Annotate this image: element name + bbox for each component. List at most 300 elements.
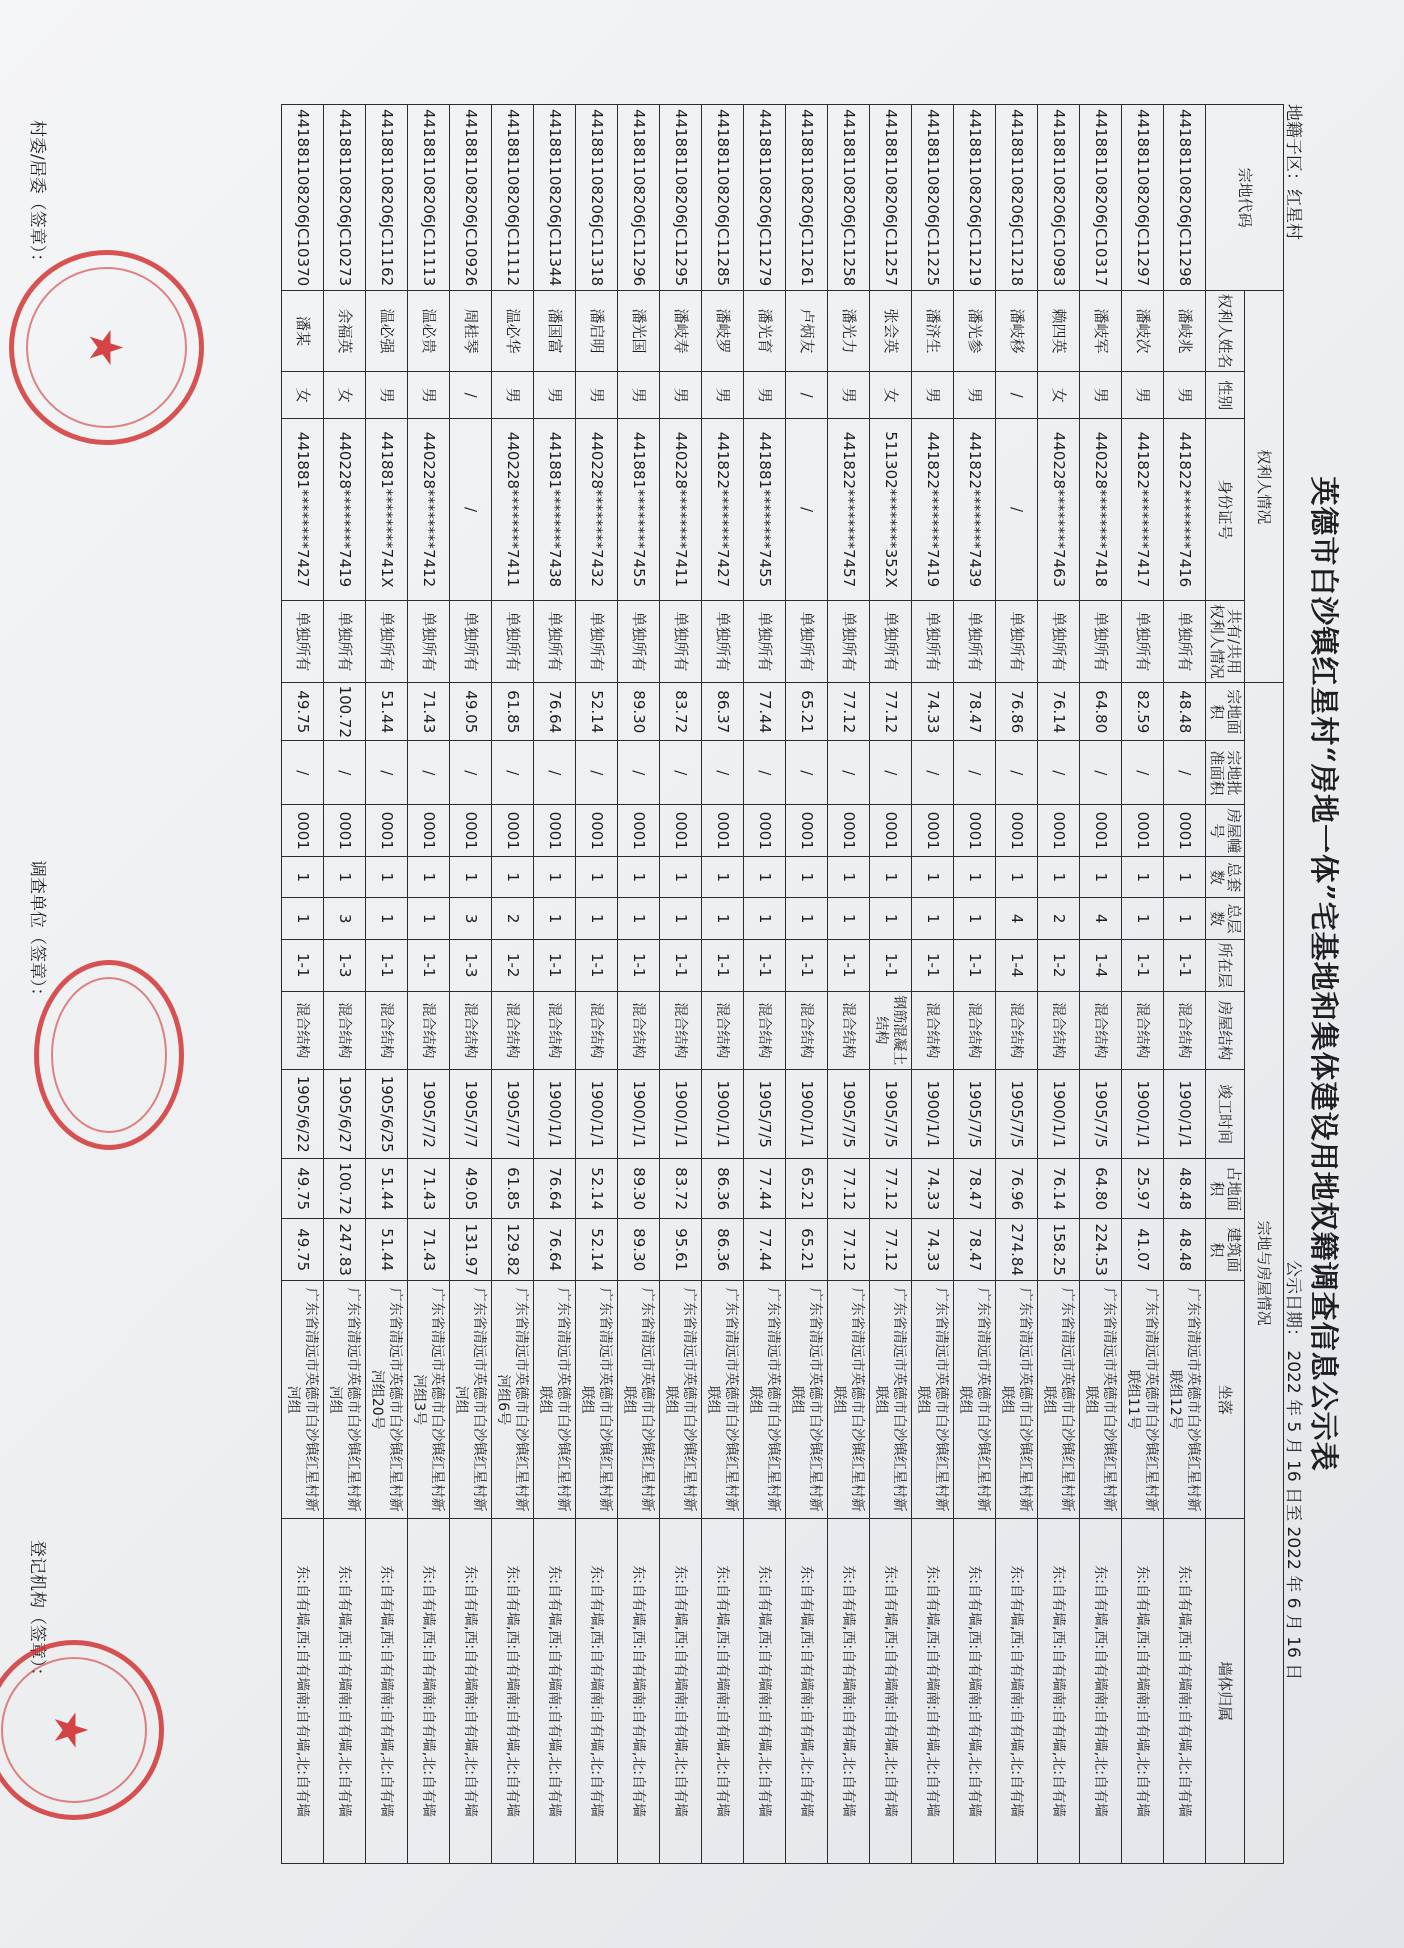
cell-building-area: 76.64: [534, 1219, 576, 1281]
cell-parcel-code: 441881108206JC11218: [996, 105, 1038, 291]
cell-id-number: /: [450, 419, 492, 600]
cell-approved-area: /: [576, 741, 618, 805]
cell-parcel-area: 77.12: [870, 683, 912, 741]
cell-house-no: 0001: [870, 805, 912, 857]
cell-total-floors: 1: [954, 898, 996, 939]
cell-land-area: 77.12: [828, 1159, 870, 1219]
cell-co-owner: 单独所有: [1080, 600, 1122, 683]
cell-parcel-code: 441881108206JC10370: [282, 105, 324, 291]
cell-completion: 1900/1/1: [1122, 1070, 1164, 1159]
cell-approved-area: /: [618, 741, 660, 805]
table-row: [786, 105, 828, 1864]
cell-parcel-area: 65.21: [786, 683, 828, 741]
star-icon: ★: [78, 326, 133, 369]
cell-owner-name: 潘岐罗: [702, 291, 744, 372]
cell-co-owner: 单独所有: [786, 600, 828, 683]
cell-id-number: /: [786, 419, 828, 600]
cell-location: 广东省清远市英德市白沙镇红星村新联组: [1080, 1281, 1122, 1519]
table-body: [282, 105, 1206, 1864]
cell-owner-name: 温必强: [366, 291, 408, 372]
cell-gender: 男: [576, 371, 618, 419]
cell-total-floors: 1: [1122, 898, 1164, 939]
cell-owner-name: 周桂琴: [450, 291, 492, 372]
cell-floor: 1-1: [534, 939, 576, 991]
table-row: [408, 105, 450, 1864]
cell-building-area: 52.14: [576, 1219, 618, 1281]
cell-completion: 1900/1/1: [618, 1070, 660, 1159]
cell-structure: 混合结构: [786, 991, 828, 1070]
cell-parcel-code: 441881108206JC11219: [954, 105, 996, 291]
cell-building-area: 224.53: [1080, 1219, 1122, 1281]
cell-location: 广东省清远市英德市白沙镇红星村新联组: [828, 1281, 870, 1519]
table-row: [282, 105, 324, 1864]
cell-id-number: /: [996, 419, 1038, 600]
cell-location: 广东省清远市英德市白沙镇红星村新河组: [324, 1281, 366, 1519]
cadastral-district: 地籍子区：红星村: [1283, 104, 1303, 240]
publication-date: 公示日期： 2022 年 5 月 16 日至 2022 年 6 月 16 日: [1283, 1260, 1303, 1681]
cell-approved-area: /: [450, 741, 492, 805]
cell-id-number: 511302********352X: [870, 419, 912, 600]
cell-completion: 1905/7/7: [492, 1070, 534, 1159]
cell-building-area: 77.12: [870, 1219, 912, 1281]
cell-approved-area: /: [324, 741, 366, 805]
cell-parcel-code: 441881108206JC10983: [1038, 105, 1080, 291]
cell-gender: 男: [1122, 371, 1164, 419]
cell-parcel-area: 86.37: [702, 683, 744, 741]
cell-owner-name: 余福英: [324, 291, 366, 372]
cell-wall: 东:自有墙,西:自有墙南:自有墙,北:自有墙: [450, 1519, 492, 1864]
cell-wall: 东:自有墙,西:自有墙南:自有墙,北:自有墙: [1080, 1519, 1122, 1864]
cell-parcel-code: 441881108206JC11296: [618, 105, 660, 291]
cell-house-no: 0001: [1038, 805, 1080, 857]
cell-land-area: 89.30: [618, 1159, 660, 1219]
cell-house-no: 0001: [702, 805, 744, 857]
cell-co-owner: 单独所有: [366, 600, 408, 683]
header-land-group: 宗地与房屋情况: [1245, 683, 1284, 1864]
cell-building-area: 48.48: [1164, 1219, 1206, 1281]
cell-parcel-area: 49.75: [282, 683, 324, 741]
cell-location: 广东省清远市英德市白沙镇红星村新河组: [450, 1281, 492, 1519]
table-row: [324, 105, 366, 1864]
cell-wall: 东:自有墙,西:自有墙南:自有墙,北:自有墙: [282, 1519, 324, 1864]
cell-owner-name: 赖四英: [1038, 291, 1080, 372]
cell-wall: 东:自有墙,西:自有墙南:自有墙,北:自有墙: [366, 1519, 408, 1864]
cell-wall: 东:自有墙,西:自有墙南:自有墙,北:自有墙: [786, 1519, 828, 1864]
cell-parcel-code: 441881108206JC11112: [492, 105, 534, 291]
cell-approved-area: /: [1080, 741, 1122, 805]
cell-gender: 男: [702, 371, 744, 419]
header-co-owner: 共有/共用权利人情况: [1206, 600, 1245, 683]
cell-location: 广东省清远市英德市白沙镇红星村新联组: [576, 1281, 618, 1519]
cell-structure: 混合结构: [366, 991, 408, 1070]
cell-parcel-area: 83.72: [660, 683, 702, 741]
cell-approved-area: /: [996, 741, 1038, 805]
cell-wall: 东:自有墙,西:自有墙南:自有墙,北:自有墙: [324, 1519, 366, 1864]
cell-gender: 男: [408, 371, 450, 419]
cell-completion: 1900/1/1: [702, 1070, 744, 1159]
cell-approved-area: /: [282, 741, 324, 805]
cell-house-no: 0001: [576, 805, 618, 857]
cell-location: 广东省清远市英德市白沙镇红星村新联组: [996, 1281, 1038, 1519]
cell-total-units: 1: [324, 857, 366, 898]
cell-total-floors: 1: [366, 898, 408, 939]
cell-land-area: 83.72: [660, 1159, 702, 1219]
cell-completion: 1905/7/5: [870, 1070, 912, 1159]
cell-total-floors: 1: [912, 898, 954, 939]
cell-parcel-area: 52.14: [576, 683, 618, 741]
header-wall: 墙体归属: [1206, 1519, 1245, 1864]
cell-wall: 东:自有墙,西:自有墙南:自有墙,北:自有墙: [996, 1519, 1038, 1864]
table-row: [618, 105, 660, 1864]
cell-owner-name: 潘启明: [576, 291, 618, 372]
cell-wall: 东:自有墙,西:自有墙南:自有墙,北:自有墙: [702, 1519, 744, 1864]
cell-id-number: 440228********7411: [492, 419, 534, 600]
cell-approved-area: /: [660, 741, 702, 805]
table-row: [492, 105, 534, 1864]
registry-seal: [0, 1640, 164, 1820]
header-total-units: 总套数: [1206, 857, 1245, 898]
cell-parcel-code: 441881108206JC11257: [870, 105, 912, 291]
cell-land-area: 48.48: [1164, 1159, 1206, 1219]
header-owner-name: 权利人姓名: [1206, 291, 1245, 372]
cell-land-area: 71.43: [408, 1159, 450, 1219]
cell-floor: 1-1: [282, 939, 324, 991]
cell-structure: 混合结构: [702, 991, 744, 1070]
cell-co-owner: 单独所有: [576, 600, 618, 683]
cell-id-number: 441822********7439: [954, 419, 996, 600]
cell-floor: 1-1: [912, 939, 954, 991]
cell-id-number: 441881********7455: [744, 419, 786, 600]
table-row: [660, 105, 702, 1864]
cell-wall: 东:自有墙,西:自有墙南:自有墙,北:自有墙: [534, 1519, 576, 1864]
cell-parcel-code: 441881108206JC11295: [660, 105, 702, 291]
cell-floor: 1-1: [828, 939, 870, 991]
cell-building-area: 51.44: [366, 1219, 408, 1281]
cell-total-units: 1: [786, 857, 828, 898]
cell-completion: 1905/6/22: [282, 1070, 324, 1159]
cell-approved-area: /: [828, 741, 870, 805]
cell-gender: 女: [1038, 371, 1080, 419]
cell-approved-area: /: [744, 741, 786, 805]
cell-id-number: 441881********741X: [366, 419, 408, 600]
cell-completion: 1905/7/5: [996, 1070, 1038, 1159]
cell-completion: 1905/6/25: [366, 1070, 408, 1159]
cell-location: 广东省清远市英德市白沙镇红星村新河组3号: [408, 1281, 450, 1519]
cell-parcel-code: 441881108206JC11279: [744, 105, 786, 291]
cell-building-area: 95.61: [660, 1219, 702, 1281]
cell-floor: 1-1: [1122, 939, 1164, 991]
cell-gender: 男: [366, 371, 408, 419]
cell-approved-area: /: [492, 741, 534, 805]
cell-co-owner: 单独所有: [408, 600, 450, 683]
cell-land-area: 78.47: [954, 1159, 996, 1219]
cell-house-no: 0001: [1080, 805, 1122, 857]
cell-total-units: 1: [576, 857, 618, 898]
cell-house-no: 0001: [828, 805, 870, 857]
cell-total-floors: 1: [534, 898, 576, 939]
cell-total-floors: 2: [1038, 898, 1080, 939]
cell-floor: 1-1: [744, 939, 786, 991]
cell-floor: 1-1: [1164, 939, 1206, 991]
cell-co-owner: 单独所有: [450, 600, 492, 683]
cell-approved-area: /: [1122, 741, 1164, 805]
cell-house-no: 0001: [618, 805, 660, 857]
cell-id-number: 440228********7411: [660, 419, 702, 600]
table-row: [534, 105, 576, 1864]
cell-structure: 混合结构: [282, 991, 324, 1070]
cell-land-area: 49.05: [450, 1159, 492, 1219]
cell-completion: 1900/1/1: [1164, 1070, 1206, 1159]
cell-wall: 东:自有墙,西:自有墙南:自有墙,北:自有墙: [408, 1519, 450, 1864]
cell-parcel-code: 441881108206JC11318: [576, 105, 618, 291]
cell-gender: /: [450, 371, 492, 419]
cell-parcel-code: 441881108206JC10926: [450, 105, 492, 291]
cell-id-number: 441822********7457: [828, 419, 870, 600]
cell-wall: 东:自有墙,西:自有墙南:自有墙,北:自有墙: [576, 1519, 618, 1864]
cell-gender: 男: [744, 371, 786, 419]
cell-location: 广东省清远市英德市白沙镇红星村新联组: [702, 1281, 744, 1519]
cell-approved-area: /: [702, 741, 744, 805]
cell-total-floors: 1: [408, 898, 450, 939]
table-row: [870, 105, 912, 1864]
cell-total-units: 1: [744, 857, 786, 898]
cell-owner-name: 潘岐寿: [660, 291, 702, 372]
cell-total-floors: 1: [618, 898, 660, 939]
cell-parcel-area: 49.05: [450, 683, 492, 741]
cell-wall: 东:自有墙,西:自有墙南:自有墙,北:自有墙: [660, 1519, 702, 1864]
cell-gender: 男: [660, 371, 702, 419]
cell-house-no: 0001: [534, 805, 576, 857]
cell-id-number: 440228********7463: [1038, 419, 1080, 600]
cell-building-area: 274.84: [996, 1219, 1038, 1281]
cell-structure: 混合结构: [618, 991, 660, 1070]
cell-total-units: 1: [534, 857, 576, 898]
cell-structure: 混合结构: [1164, 991, 1206, 1070]
cell-structure: 混合结构: [1080, 991, 1122, 1070]
cell-house-no: 0001: [366, 805, 408, 857]
cell-land-area: 76.64: [534, 1159, 576, 1219]
cell-wall: 东:自有墙,西:自有墙南:自有墙,北:自有墙: [912, 1519, 954, 1864]
cell-wall: 东:自有墙,西:自有墙南:自有墙,北:自有墙: [618, 1519, 660, 1864]
cell-building-area: 158.25: [1038, 1219, 1080, 1281]
cell-total-floors: 4: [996, 898, 1038, 939]
cell-building-area: 77.12: [828, 1219, 870, 1281]
survey-table: [281, 104, 1284, 1864]
cell-co-owner: 单独所有: [534, 600, 576, 683]
cell-co-owner: 单独所有: [282, 600, 324, 683]
cell-id-number: 441881********7427: [282, 419, 324, 600]
cell-approved-area: /: [912, 741, 954, 805]
cell-gender: 男: [534, 371, 576, 419]
header-parcel-code: 宗地代码: [1206, 105, 1284, 291]
cell-floor: 1-1: [408, 939, 450, 991]
table-row: [1038, 105, 1080, 1864]
cell-total-floors: 1: [744, 898, 786, 939]
cell-co-owner: 单独所有: [870, 600, 912, 683]
cell-completion: 1905/6/27: [324, 1070, 366, 1159]
cell-house-no: 0001: [912, 805, 954, 857]
cell-parcel-area: 71.43: [408, 683, 450, 741]
cell-floor: 1-1: [366, 939, 408, 991]
cell-parcel-area: 61.85: [492, 683, 534, 741]
cell-id-number: 440228********7418: [1080, 419, 1122, 600]
cell-id-number: 441822********7416: [1164, 419, 1206, 600]
header-structure: 房屋结构: [1206, 991, 1245, 1070]
cell-floor: 1-2: [492, 939, 534, 991]
cell-land-area: 49.75: [282, 1159, 324, 1219]
cell-co-owner: 单独所有: [1122, 600, 1164, 683]
cell-gender: 女: [282, 371, 324, 419]
cell-land-area: 100.72: [324, 1159, 366, 1219]
cell-id-number: 440228********7432: [576, 419, 618, 600]
cell-approved-area: /: [534, 741, 576, 805]
cell-completion: 1905/7/5: [954, 1070, 996, 1159]
cell-completion: 1905/7/5: [828, 1070, 870, 1159]
cell-building-area: 65.21: [786, 1219, 828, 1281]
cell-parcel-code: 441881108206JC11113: [408, 105, 450, 291]
cell-structure: 混合结构: [492, 991, 534, 1070]
cell-house-no: 0001: [324, 805, 366, 857]
cell-approved-area: /: [1164, 741, 1206, 805]
cell-parcel-area: 74.33: [912, 683, 954, 741]
cell-wall: 东:自有墙,西:自有墙南:自有墙,北:自有墙: [870, 1519, 912, 1864]
cell-parcel-area: 100.72: [324, 683, 366, 741]
cell-completion: 1900/1/1: [576, 1070, 618, 1159]
cell-structure: 混合结构: [576, 991, 618, 1070]
cell-location: 广东省清远市英德市白沙镇红星村新联组: [1038, 1281, 1080, 1519]
cell-building-area: 89.30: [618, 1219, 660, 1281]
star-icon: ★: [44, 1709, 99, 1751]
header-floor: 所在层: [1206, 939, 1245, 991]
cell-land-area: 77.12: [870, 1159, 912, 1219]
cell-wall: 东:自有墙,西:自有墙南:自有墙,北:自有墙: [1038, 1519, 1080, 1864]
cell-house-no: 0001: [1122, 805, 1164, 857]
cell-completion: 1900/1/1: [786, 1070, 828, 1159]
cell-location: 广东省清远市英德市白沙镇红星村新联组: [786, 1281, 828, 1519]
cell-co-owner: 单独所有: [1164, 600, 1206, 683]
cell-approved-area: /: [408, 741, 450, 805]
cell-land-area: 25.97: [1122, 1159, 1164, 1219]
cell-parcel-area: 51.44: [366, 683, 408, 741]
cell-completion: 1905/7/2: [408, 1070, 450, 1159]
cell-total-floors: 2: [492, 898, 534, 939]
cell-completion: 1905/7/5: [1080, 1070, 1122, 1159]
cell-location: 广东省清远市英德市白沙镇红星村新河组20号: [366, 1281, 408, 1519]
cell-gender: 男: [828, 371, 870, 419]
table-row: [744, 105, 786, 1864]
table-row: [1122, 105, 1164, 1864]
cell-completion: 1900/1/1: [534, 1070, 576, 1159]
cell-total-floors: 1: [282, 898, 324, 939]
cell-gender: 男: [1164, 371, 1206, 419]
cell-owner-name: 卢炳友: [786, 291, 828, 372]
cell-completion: 1900/1/1: [1038, 1070, 1080, 1159]
cell-gender: 男: [618, 371, 660, 419]
cell-structure: 混合结构: [324, 991, 366, 1070]
cell-gender: 男: [954, 371, 996, 419]
cell-approved-area: /: [954, 741, 996, 805]
cell-parcel-code: 441881108206JC11162: [366, 105, 408, 291]
cell-floor: 1-1: [954, 939, 996, 991]
cell-structure: 混合结构: [1122, 991, 1164, 1070]
header-land-area: 占地面积: [1206, 1159, 1245, 1219]
cell-floor: 1-2: [1038, 939, 1080, 991]
cell-total-units: 1: [1038, 857, 1080, 898]
cell-total-units: 1: [996, 857, 1038, 898]
cell-parcel-area: 64.80: [1080, 683, 1122, 741]
cell-gender: 男: [912, 371, 954, 419]
cell-location: 广东省清远市英德市白沙镇红星村新河组6号: [492, 1281, 534, 1519]
cell-structure: 混合结构: [534, 991, 576, 1070]
cell-land-area: 52.14: [576, 1159, 618, 1219]
cell-total-floors: 1: [1164, 898, 1206, 939]
cell-owner-name: 潘岐军: [1080, 291, 1122, 372]
table-row: [366, 105, 408, 1864]
cell-co-owner: 单独所有: [996, 600, 1038, 683]
cell-land-area: 76.14: [1038, 1159, 1080, 1219]
cell-location: 广东省清远市英德市白沙镇红星村新联组: [870, 1281, 912, 1519]
cell-total-units: 1: [618, 857, 660, 898]
header-gender: 性别: [1206, 371, 1245, 419]
cell-parcel-code: 441881108206JC10317: [1080, 105, 1122, 291]
cell-approved-area: /: [870, 741, 912, 805]
cell-floor: 1-3: [450, 939, 492, 991]
cell-gender: 男: [1080, 371, 1122, 419]
cell-house-no: 0001: [786, 805, 828, 857]
cell-completion: 1905/7/5: [744, 1070, 786, 1159]
cell-parcel-code: 441881108206JC11297: [1122, 105, 1164, 291]
cell-building-area: 49.75: [282, 1219, 324, 1281]
cell-building-area: 41.07: [1122, 1219, 1164, 1281]
cell-parcel-area: 77.44: [744, 683, 786, 741]
cell-wall: 东:自有墙,西:自有墙南:自有墙,北:自有墙: [828, 1519, 870, 1864]
cell-total-units: 1: [282, 857, 324, 898]
cell-structure: 混合结构: [828, 991, 870, 1070]
cell-total-floors: 1: [702, 898, 744, 939]
cell-owner-name: 潘岐兆: [1164, 291, 1206, 372]
cell-total-units: 1: [660, 857, 702, 898]
cell-total-units: 1: [702, 857, 744, 898]
cell-floor: 1-4: [1080, 939, 1122, 991]
header-total-floors: 总层数: [1206, 898, 1245, 939]
cell-parcel-code: 441881108206JC11344: [534, 105, 576, 291]
cell-house-no: 0001: [954, 805, 996, 857]
cell-total-units: 1: [1122, 857, 1164, 898]
cell-wall: 东:自有墙,西:自有墙南:自有墙,北:自有墙: [1122, 1519, 1164, 1864]
header-id-number: 身份证号: [1206, 419, 1245, 600]
survey-seal: [34, 960, 184, 1150]
cell-floor: 1-1: [576, 939, 618, 991]
cell-gender: 女: [324, 371, 366, 419]
cell-location: 广东省清远市英德市白沙镇红星村新联组: [534, 1281, 576, 1519]
cell-floor: 1-4: [996, 939, 1038, 991]
cell-co-owner: 单独所有: [912, 600, 954, 683]
table-row: [996, 105, 1038, 1864]
cell-parcel-area: 78.47: [954, 683, 996, 741]
cell-floor: 1-1: [702, 939, 744, 991]
cell-structure: 混合结构: [744, 991, 786, 1070]
village-seal: [9, 250, 204, 445]
header-owner-group: 权利人情况: [1245, 291, 1284, 683]
cell-co-owner: 单独所有: [324, 600, 366, 683]
cell-owner-name: 潘岐移: [996, 291, 1038, 372]
cell-total-floors: 3: [450, 898, 492, 939]
cell-building-area: 129.82: [492, 1219, 534, 1281]
cell-approved-area: /: [1038, 741, 1080, 805]
header-building-area: 建筑面积: [1206, 1219, 1245, 1281]
cell-gender: 男: [492, 371, 534, 419]
cell-total-floors: 1: [870, 898, 912, 939]
